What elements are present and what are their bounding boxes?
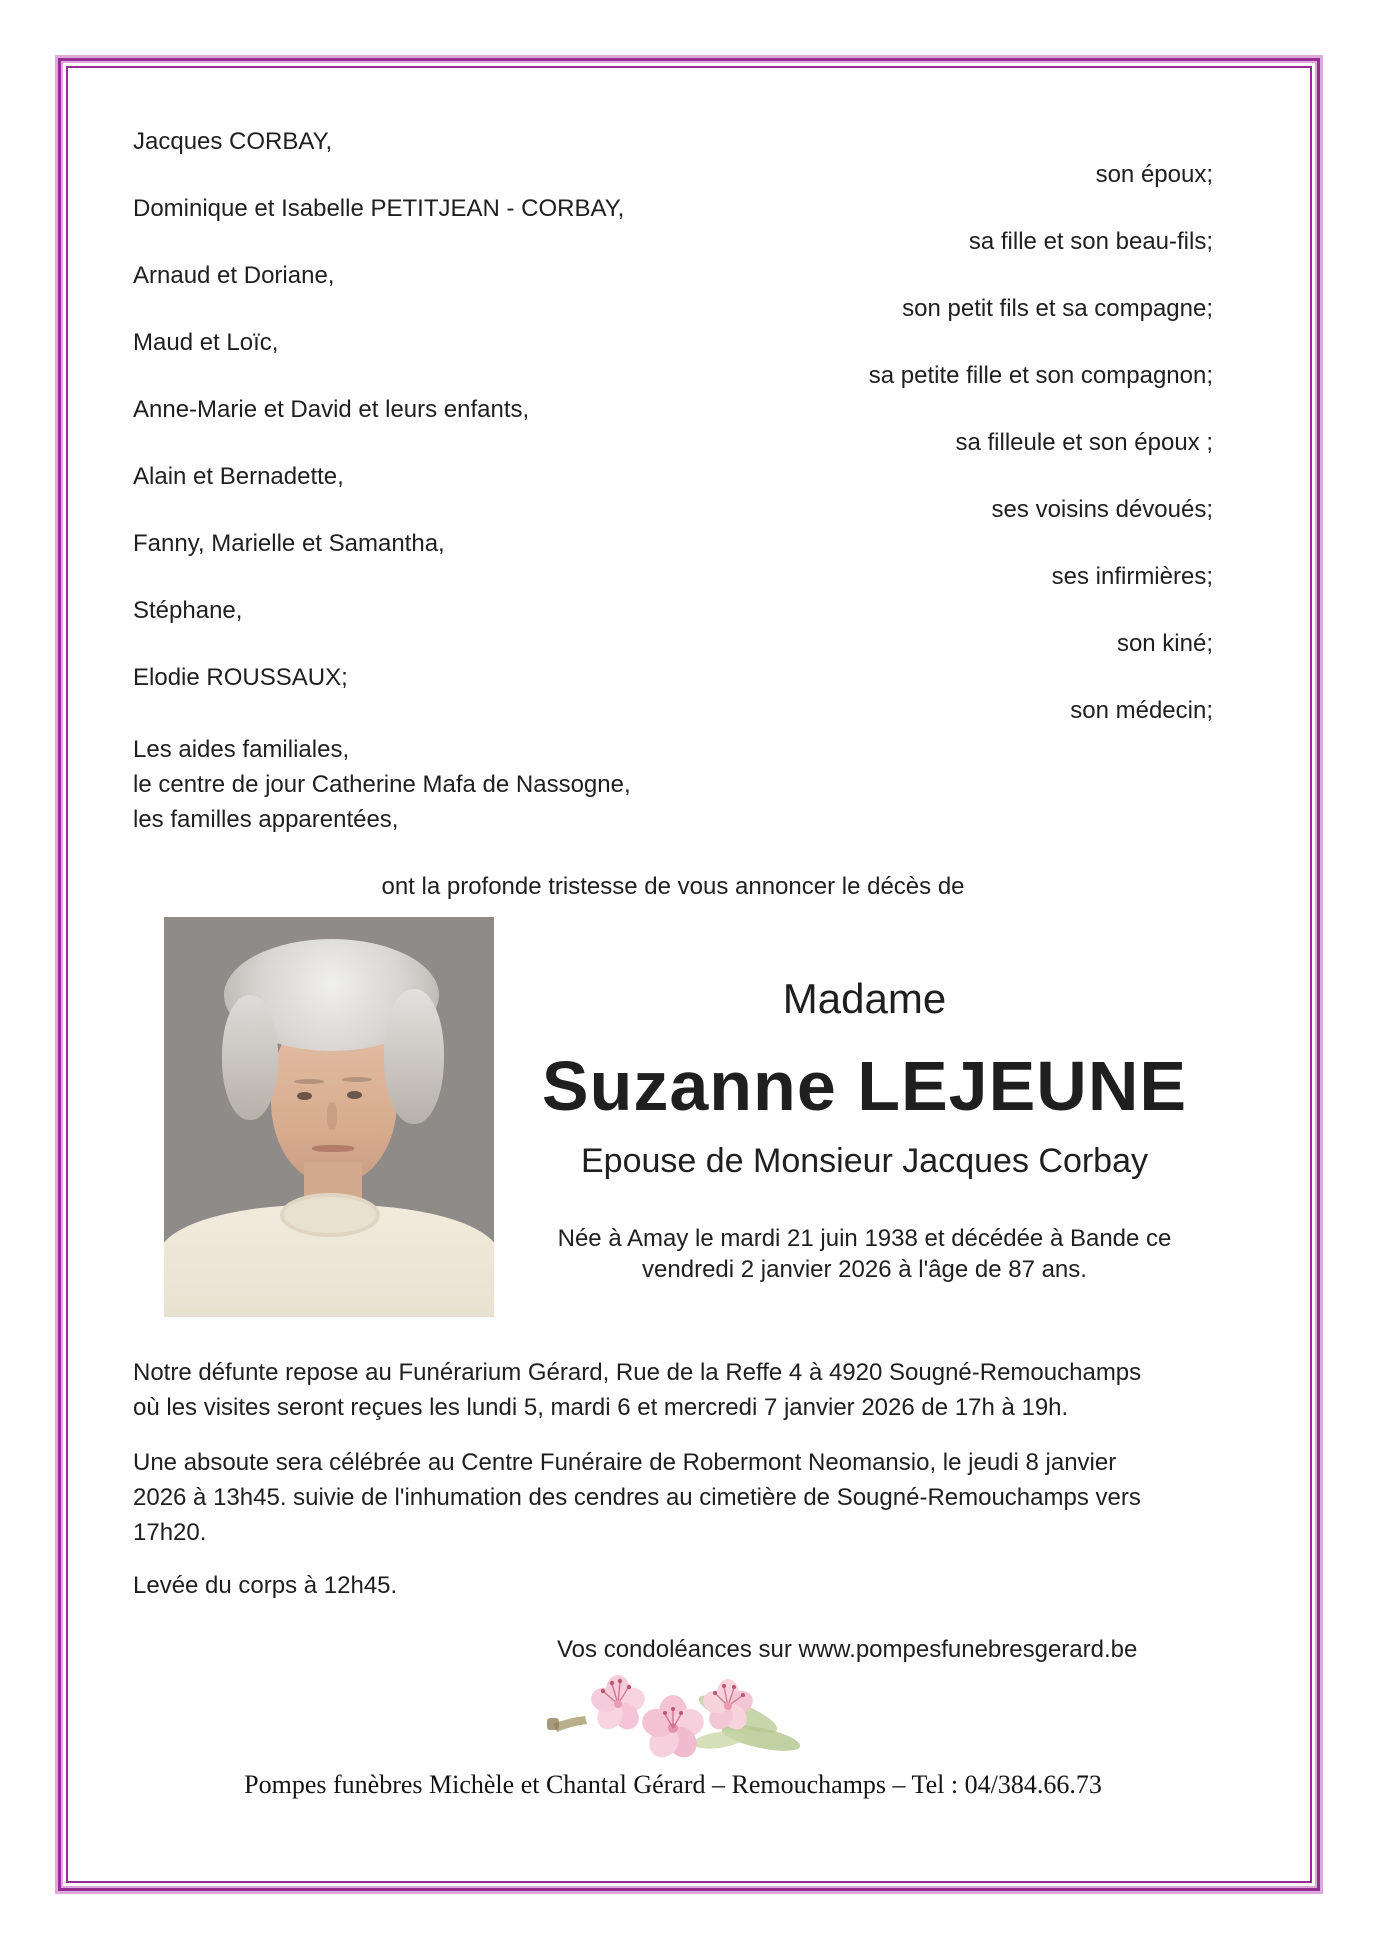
- family-name-line: Stéphane,: [133, 597, 243, 624]
- deceased-honorific: Madame: [782, 975, 947, 1022]
- family-pair-row: [133, 125, 1213, 192]
- family-pair-row: [133, 460, 1213, 527]
- portrait-brow-left: [294, 1079, 324, 1084]
- family-relation-line: son petit fils et sa compagne;: [902, 295, 1213, 322]
- family-pair-row: [133, 326, 1213, 393]
- deceased-name: Suzanne LEJEUNE: [541, 1047, 1188, 1125]
- acknowledgements-block: [133, 732, 1213, 837]
- funeral-home-footer: Pompes funèbres Michèle et Chantal Gérard – Remouchamps – Tel : 04/384.66.73: [244, 1770, 1102, 1799]
- family-list: [133, 125, 1213, 728]
- portrait-eye-left: [297, 1092, 312, 1100]
- obituary-content: [68, 68, 1310, 1881]
- deceased-portrait-photo: [164, 917, 494, 1317]
- announcement-line: ont la profonde tristesse de vous annoncer le décès de: [381, 873, 965, 900]
- family-relation-line: son époux;: [1095, 161, 1213, 188]
- deceased-title-block: [494, 917, 1213, 1285]
- family-relation-line: sa filleule et son époux ;: [955, 429, 1213, 456]
- portrait-mouth: [312, 1145, 354, 1152]
- family-pair-row: [133, 661, 1213, 728]
- family-pair-row: [133, 393, 1213, 460]
- portrait-nose: [327, 1102, 337, 1130]
- deceased-life-dates: [516, 1223, 1213, 1285]
- frame-gap: [63, 63, 1315, 1886]
- portrait-hair-left: [222, 995, 278, 1120]
- family-name-line: Anne-Marie et David et leurs enfants,: [133, 396, 530, 423]
- frame-line-pink: [61, 61, 1317, 1888]
- family-name-line: Arnaud et Doriane,: [133, 262, 335, 289]
- deceased-spouse-line: Epouse de Monsieur Jacques Corbay: [581, 1142, 1148, 1180]
- family-pair-row: [133, 192, 1213, 259]
- family-name-line: Jacques CORBAY,: [133, 128, 333, 155]
- family-relation-line: son kiné;: [1116, 630, 1213, 657]
- absoute-paragraph: Une absoute sera célébrée au Centre Funéraire de Robermont Neomansio, le jeudi 8 janvier 2026 à 13h45. suivie de l'inhumation des cendres au cimetière de Sougné-Remouchamps vers 17h20.: [133, 1449, 1141, 1546]
- life-dates-line1: Née à Amay le mardi 21 juin 1938 et décédée à Bande ce: [557, 1225, 1172, 1252]
- life-dates-line2: vendredi 2 janvier 2026 à l'âge de 87 ans.: [642, 1256, 1087, 1283]
- outer-frame: [55, 55, 1323, 1894]
- family-relation-line: sa fille et son beau-fils;: [968, 228, 1213, 255]
- family-relation-line: sa petite fille et son compagnon;: [868, 362, 1213, 389]
- family-name-line: Elodie ROUSSAUX;: [133, 664, 348, 691]
- photo-and-title-row: [133, 917, 1213, 1317]
- family-pair-row: [133, 259, 1213, 326]
- family-relation-line: ses voisins dévoués;: [991, 496, 1213, 523]
- family-relation-line: ses infirmières;: [1051, 563, 1213, 590]
- family-relation-line: son médecin;: [1070, 697, 1213, 724]
- frame-line-purple-outer: [58, 58, 1320, 1891]
- portrait-collar: [280, 1193, 380, 1237]
- levee-paragraph: Levée du corps à 12h45.: [133, 1572, 398, 1599]
- ack-line: Les aides familiales,: [133, 736, 350, 763]
- ack-line: les familles apparentées,: [133, 806, 399, 833]
- family-name-line: Dominique et Isabelle PETITJEAN - CORBAY,: [133, 195, 625, 222]
- flower-decoration: [133, 1666, 1213, 1766]
- family-name-line: Fanny, Marielle et Samantha,: [133, 530, 445, 557]
- family-name-line: Alain et Bernadette,: [133, 463, 344, 490]
- portrait-hair-right: [384, 989, 444, 1124]
- portrait-eye-right: [347, 1091, 362, 1099]
- portrait-brow-right: [342, 1077, 372, 1082]
- repose-paragraph: Notre défunte repose au Funérarium Gérard, Rue de la Reffe 4 à 4920 Sougné-Remouchamps où les visites seront reçues les lundi 5, mardi 6 et mercredi 7 janvier 2026 de 17h à 19h.: [133, 1359, 1142, 1421]
- cherry-blossom-icon: [523, 1666, 823, 1766]
- family-pair-row: [133, 527, 1213, 594]
- condolences-line: Vos condoléances sur www.pompesfunebresgerard.be: [557, 1636, 1138, 1663]
- family-pair-row: [133, 594, 1213, 661]
- family-name-line: Maud et Loïc,: [133, 329, 279, 356]
- ack-line: le centre de jour Catherine Mafa de Nassogne,: [133, 771, 631, 798]
- frame-line-purple-inner: [66, 66, 1312, 1883]
